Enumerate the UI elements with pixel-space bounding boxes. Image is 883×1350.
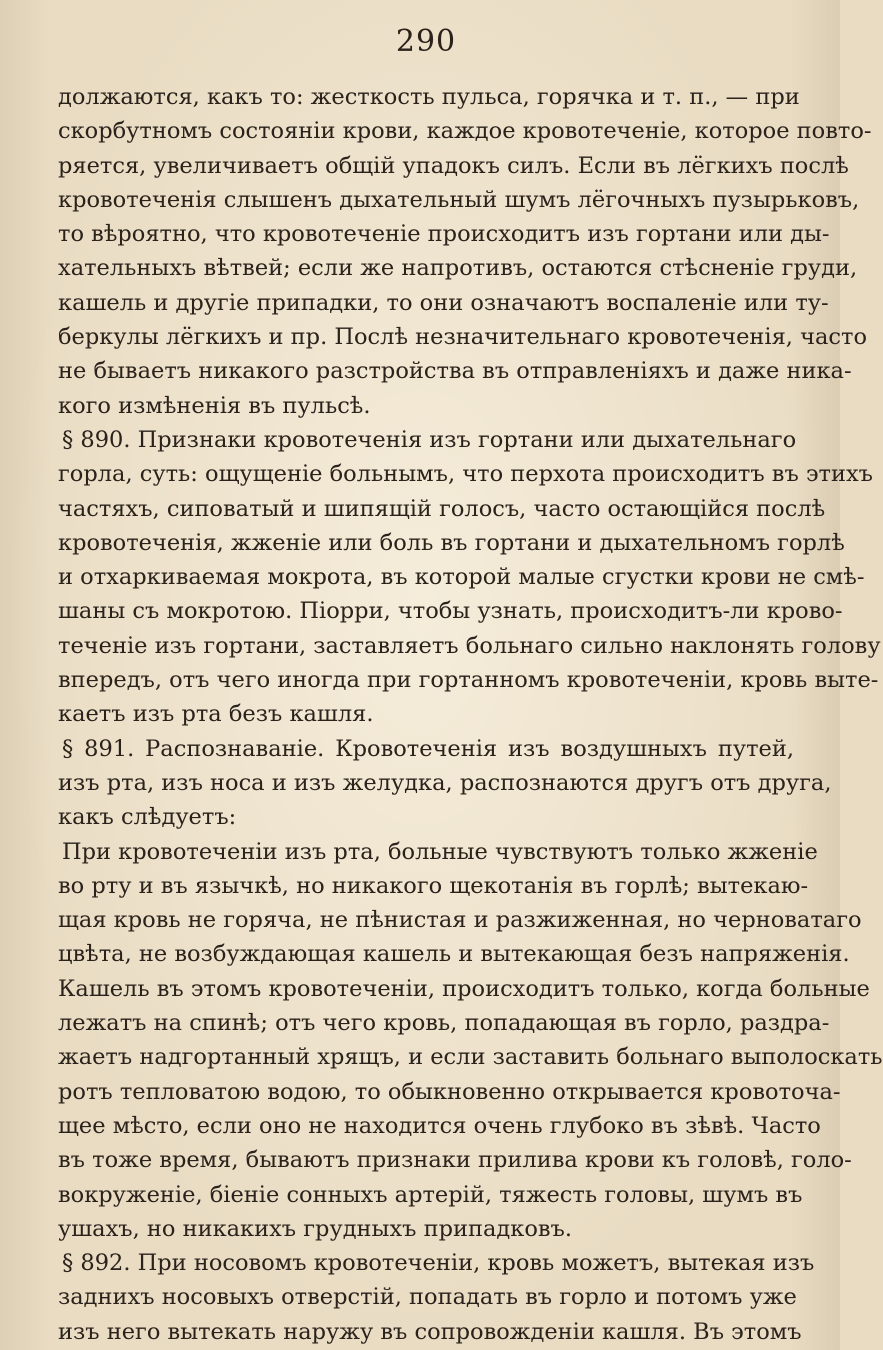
text-line: ряется, увеличиваетъ общій упадокъ силъ. Если въ лёгкихъ послѣ: [58, 152, 849, 179]
text-line: не бываетъ никакого разстройства въ отправленіяхъ и даже ника-: [58, 358, 852, 385]
text-line: должаются, какъ то: жесткость пульса, горячка и т. п., — при: [58, 84, 800, 110]
paragraph-mouth-bleeding: [58, 835, 883, 1247]
text-line: скорбутномъ состояніи крови, каждое кровотеченіе, которое повто-: [58, 118, 872, 145]
text-line: жаетъ надгортанный хрящъ, и если заставить больнаго выполоскать: [58, 1044, 883, 1071]
text-line: При кровотеченіи изъ рта, больные чувствуютъ только жженіе: [62, 838, 818, 865]
page-text: [58, 80, 883, 1349]
text-line: кашель и другіе припадки, то они означаютъ воспаленіе или ту-: [58, 289, 829, 316]
text-line: каетъ изъ рта безъ кашля.: [58, 701, 374, 728]
text-line: щее мѣсто, если оно не находится очень глубоко въ зѣвѣ. Часто: [58, 1112, 821, 1139]
text-line: ушахъ, но никакихъ грудныхъ припадковъ.: [58, 1215, 573, 1242]
paragraph-890: [58, 423, 881, 732]
text-line: впередъ, отъ чего иногда при гортанномъ кровотеченіи, кровь выте-: [58, 667, 879, 694]
text-line: изъ него вытекать наружу въ сопровожденіи кашля. Въ этомъ: [58, 1318, 802, 1345]
text-line: кровотеченія, жженіе или боль въ гортани и дыхательномъ горлѣ: [58, 529, 845, 556]
text-line: § 890. Признаки кровотеченія изъ гортани или дыхательнаго: [62, 426, 797, 453]
text-line: и отхаркиваемая мокрота, въ которой малые сгустки крови не смѣ-: [58, 564, 865, 591]
text-line: лежатъ на спинѣ; отъ чего кровь, попадающая въ горло, раздра-: [58, 1010, 830, 1037]
text-line: щая кровь не горяча, не пѣнистая и разжиженная, но черноватаго: [58, 907, 862, 934]
paragraph-892: [58, 1246, 815, 1349]
text-line: изъ рта, изъ носа и изъ желудка, распознаются другъ отъ друга,: [58, 769, 832, 796]
text-line: теченіе изъ гортани, заставляетъ больнаго сильно наклонять голову: [58, 632, 881, 659]
text-line: то вѣроятно, что кровотеченіе происходитъ изъ гортани или ды-: [58, 221, 830, 248]
text-line: въ тоже время, бываютъ признаки прилива крови къ головѣ, голо-: [58, 1147, 852, 1174]
text-line: беркулы лёгкихъ и пр. Послѣ незначительнаго кровотеченія, часто: [58, 324, 867, 351]
paragraph-continuation: [58, 80, 872, 423]
paragraph-891: [58, 732, 832, 835]
text-line: Кашель въ этомъ кровотеченіи, происходитъ только, когда больные: [58, 975, 870, 1002]
text-line: цвѣта, не возбуждающая кашель и вытекающая безъ напряженія.: [58, 941, 850, 968]
text-line: частяхъ, сиповатый и шипящій голосъ, часто остающійся послѣ: [58, 495, 826, 522]
text-line: § 892. При носовомъ кровотеченіи, кровь можетъ, вытекая изъ: [62, 1250, 815, 1277]
text-line: во рту и въ язычкѣ, но никакого щекотанія въ горлѣ; вытекаю-: [58, 872, 809, 899]
text-line: какъ слѣдуетъ:: [58, 804, 237, 831]
text-line: заднихъ носовыхъ отверстій, попадать въ горло и потомъ уже: [58, 1284, 797, 1311]
text-line: кровотеченія слышенъ дыхательный шумъ лёгочныхъ пузырьковъ,: [58, 186, 860, 213]
text-line: ротъ тепловатою водою, то обыкновенно открывается кровоточа-: [58, 1078, 841, 1105]
text-line: § 891. Распознаваніе. Кровотеченія изъ воздушныхъ путей,: [62, 735, 794, 762]
page-number: 290: [395, 24, 457, 59]
text-line: вокруженіе, біеніе сонныхъ артерій, тяжесть головы, шумъ въ: [58, 1181, 803, 1208]
text-line: кого измѣненія въ пульсѣ.: [58, 392, 371, 419]
text-line: горла, суть: ощущеніе больнымъ, что перхота происходитъ въ этихъ: [58, 461, 873, 488]
text-line: шаны съ мокротою. Піорри, чтобы узнать, происходитъ-ли крово-: [58, 598, 843, 625]
text-line: хательныхъ вѣтвей; если же напротивъ, остаются стѣсненіе груди,: [58, 255, 858, 282]
